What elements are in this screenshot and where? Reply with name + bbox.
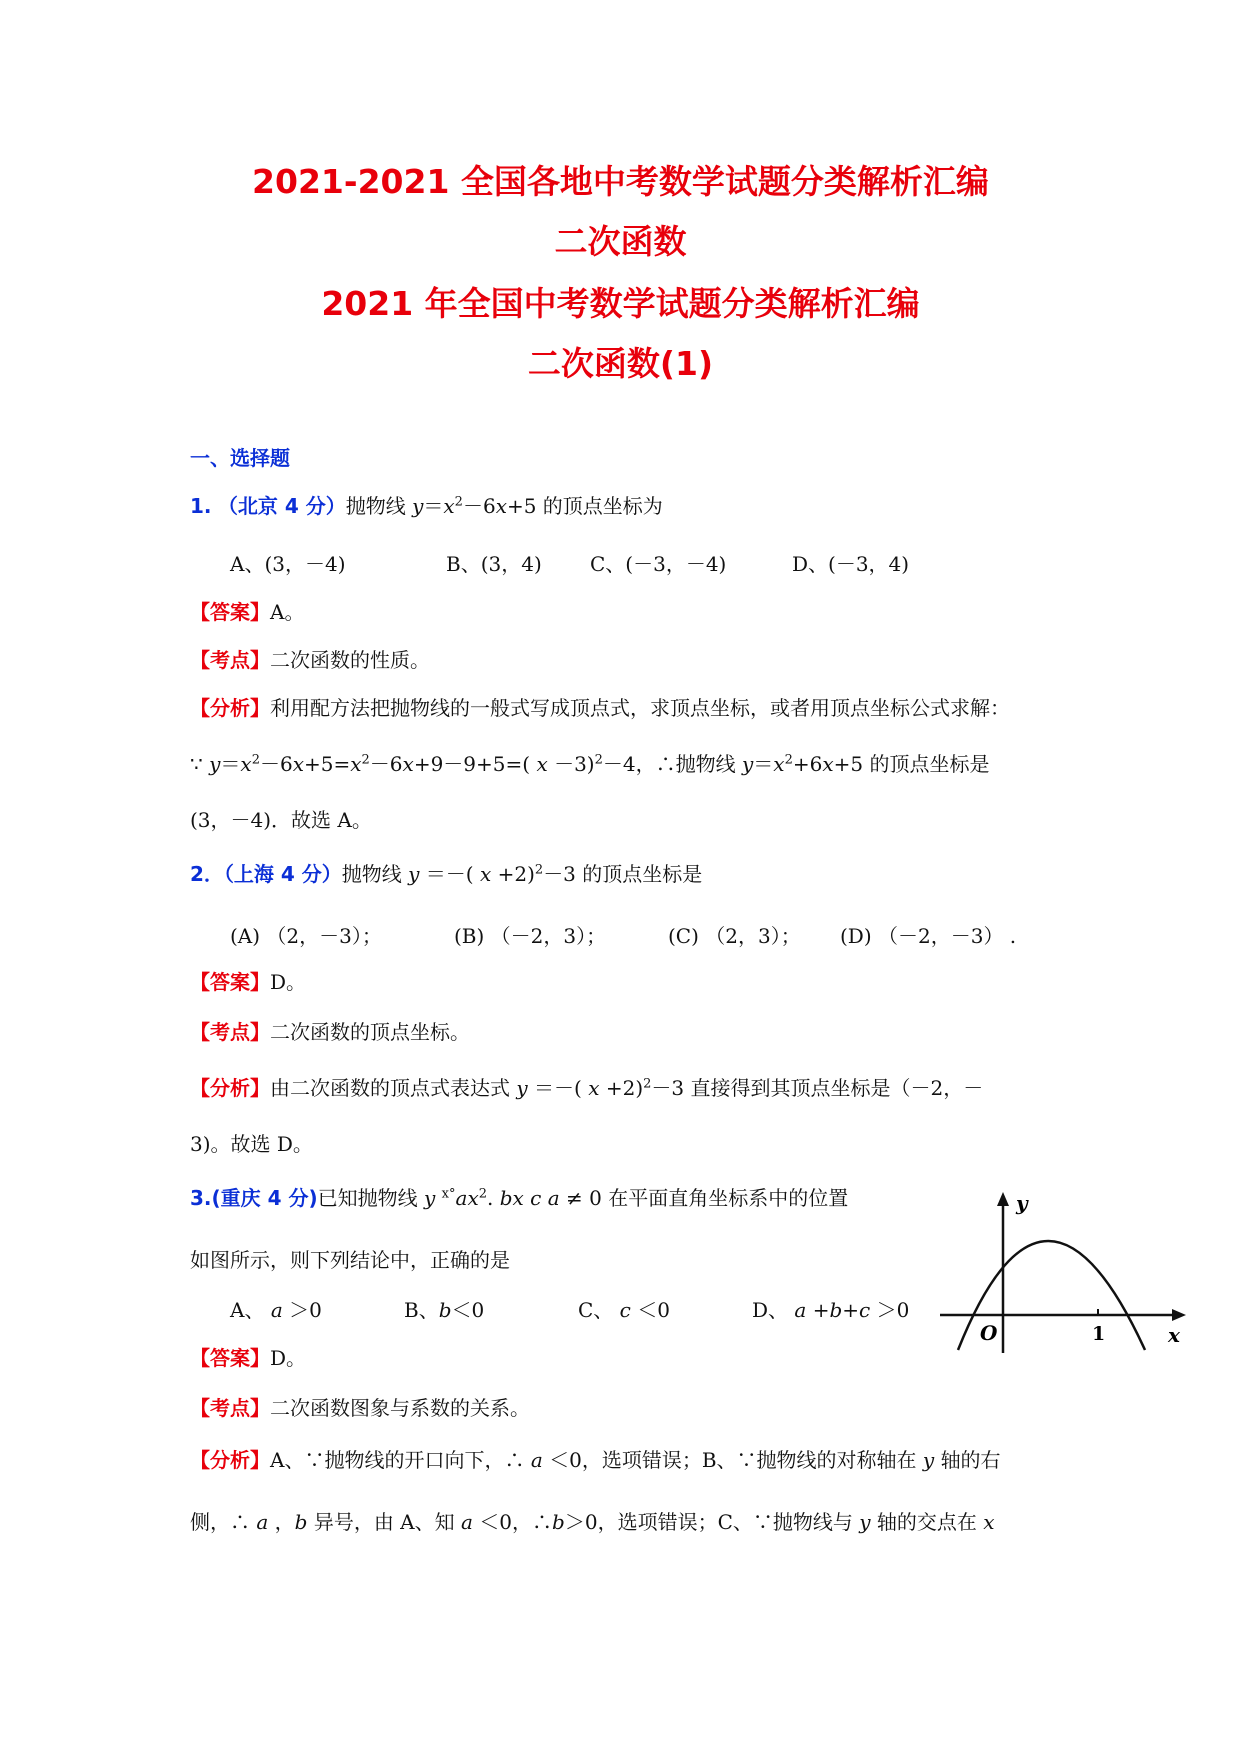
- sub-title-2: 二次函数(1): [527, 344, 714, 383]
- q3-an-1c: 轴的右: [940, 1448, 1001, 1472]
- q3-an-2d: ＜0，∴: [479, 1510, 553, 1534]
- q3-stem-b: 在平面直角坐标系中的位置: [601, 1186, 849, 1210]
- q3-an-1b: ＜0，选项错误；B、∵抛物线的对称轴在: [549, 1448, 917, 1472]
- answer-tag: 【答案】: [190, 600, 270, 624]
- question-2-source: （上海 4 分）: [223, 862, 342, 886]
- sub-title: 二次函数: [554, 222, 687, 261]
- q1-analysis-1: [190, 694, 1010, 722]
- q1-option-d: D、(－3，4): [792, 552, 910, 576]
- q3-answer: [190, 1344, 306, 1372]
- q2-an-1a: 由二次函数的顶点式表达式: [270, 1076, 517, 1100]
- q3-an-1a: A、∵抛物线的开口向下，∴: [270, 1448, 525, 1472]
- q1-point-value: 二次函数的性质。: [270, 648, 430, 672]
- y-axis-arrow-icon: [997, 1192, 1009, 1206]
- main-title-2: 2021 年全国中考数学试题分类解析汇编: [321, 284, 920, 323]
- q1-analysis-text-1: 利用配方法把抛物线的一般式写成顶点式，求顶点坐标，或者用顶点坐标公式求解：: [270, 696, 1010, 720]
- q3-an-2c: 异号，由 A、知: [313, 1510, 455, 1534]
- q1-analysis-2: ∵ $y=x^2-6x+5=x^2-6x+9-9+5=$( x －3)$^2$－4，∴抛物线 $y=x^2+6x+5$ 的顶点坐标是: [190, 752, 990, 776]
- q2-option-c: (C) （2，3）；: [668, 924, 801, 948]
- analysis-tag: 【分析】: [190, 1448, 270, 1472]
- x-axis-label: x: [1168, 1323, 1180, 1347]
- point-tag: 【考点】: [190, 648, 270, 672]
- q1-stem-a: 抛物线: [345, 494, 413, 518]
- q1-option-b: B、(3，4): [446, 552, 542, 576]
- answer-tag: 【答案】: [190, 1346, 270, 1370]
- q1-an-2c: －4，∴抛物线: [602, 752, 742, 776]
- question-2-stem: 2．（上海 4 分）抛物线 y ＝－( x +2)$^2$－3 的顶点坐标是: [190, 862, 703, 886]
- analysis-tag: 【分析】: [190, 1076, 270, 1100]
- q2-analysis-2: 3)。故选 D。: [190, 1132, 313, 1156]
- answer-tag: 【答案】: [190, 970, 270, 994]
- q2-option-d: (D) （－2，－3） .: [840, 924, 1017, 948]
- q3-option-c: C、 c ＜0: [578, 1298, 670, 1322]
- q1-an-2a: (: [522, 752, 531, 776]
- q3-an-2b: ，: [274, 1510, 295, 1534]
- q1-analysis-3: (3，－4)．故选 A。: [190, 808, 372, 832]
- question-1-stem: 1. （北京 4 分）抛物线 $y=x^2-6x+5$ 的顶点坐标为: [190, 494, 663, 518]
- q3-an-2f: 轴的交点在: [876, 1510, 977, 1534]
- origin-label: O: [980, 1321, 998, 1345]
- q1-point: [190, 646, 430, 674]
- q3-stem-a: 已知抛物线: [317, 1186, 424, 1210]
- q3-answer-value: D。: [270, 1346, 307, 1370]
- q2-answer: [190, 968, 306, 996]
- q2-answer-value: D。: [270, 970, 307, 994]
- q3-analysis-1: 【分析】A、∵抛物线的开口向下，∴ a ＜0，选项错误；B、∵抛物线的对称轴在 y 轴的右: [190, 1448, 1001, 1472]
- question-3-number: 3.: [190, 1186, 212, 1210]
- y-axis-label: y: [1016, 1191, 1028, 1215]
- point-tag: 【考点】: [190, 1020, 270, 1044]
- q3-point: [190, 1394, 530, 1422]
- question-2-number: 2．: [190, 862, 224, 886]
- question-1-number: 1.: [190, 494, 212, 518]
- q2-point-value: 二次函数的顶点坐标。: [270, 1020, 470, 1044]
- analysis-tag: 【分析】: [190, 696, 270, 720]
- x-axis-arrow-icon: [1172, 1309, 1186, 1321]
- q2-stem-a: 抛物线: [341, 862, 409, 886]
- q2-option-a: (A) （2，－3）；: [230, 924, 382, 948]
- q3-analysis-2: 侧，∴ a ，b 异号，由 A、知 a ＜0，∴b＞0，选项错误；C、∵抛物线与 y 轴的交点在 x: [190, 1510, 995, 1534]
- q3-an-2e: ＞0，选项错误；C、∵抛物线与: [564, 1510, 853, 1534]
- q1-answer: [190, 598, 304, 626]
- q1-stem-b: 的顶点坐标为: [536, 494, 663, 518]
- q3-option-d: D、 a +b+c ＞0: [752, 1298, 910, 1322]
- q2-option-b: (B) （－2，3）；: [454, 924, 607, 948]
- question-1-source: （北京 4 分）: [217, 494, 346, 518]
- q1-an-2b: －3): [554, 752, 595, 776]
- question-3-source: (重庆 4 分): [211, 1186, 318, 1210]
- q3-option-a: A、 a ＞0: [230, 1298, 322, 1322]
- main-title: 2021-2021 全国各地中考数学试题分类解析汇编: [252, 162, 989, 201]
- section-heading: 一、选择题: [190, 446, 290, 470]
- q2-analysis-1: 【分析】由二次函数的顶点式表达式 y ＝－( x +2)$^2$－3 直接得到其顶点坐标是（－2，－: [190, 1076, 984, 1100]
- q3-option-b: B、b＜0: [404, 1298, 485, 1322]
- q3-stem-2: 如图所示，则下列结论中，正确的是: [190, 1248, 510, 1272]
- parabola-graph: [940, 1190, 1190, 1360]
- tick-label-1: 1: [1092, 1323, 1106, 1345]
- q1-an-2d: 的顶点坐标是: [863, 752, 990, 776]
- question-3-stem: 3.(重庆 4 分)已知抛物线 y $^{x^\circ}ax^2$. bx c a ≠ 0 在平面直角坐标系中的位置: [190, 1186, 849, 1210]
- q1-option-a: A、(3，－4): [230, 552, 346, 576]
- q1-answer-value: A。: [270, 600, 305, 624]
- q3-point-value: 二次函数图象与系数的关系。: [270, 1396, 530, 1420]
- q2-stem-b: 的顶点坐标是: [575, 862, 703, 886]
- point-tag: 【考点】: [190, 1396, 270, 1420]
- q3-an-2a: 侧，∴: [190, 1510, 250, 1534]
- q1-option-c: C、(－3，－4): [590, 552, 727, 576]
- q2-point: [190, 1018, 470, 1046]
- q2-an-1b: 直接得到其顶点坐标是（－2，－: [684, 1076, 984, 1100]
